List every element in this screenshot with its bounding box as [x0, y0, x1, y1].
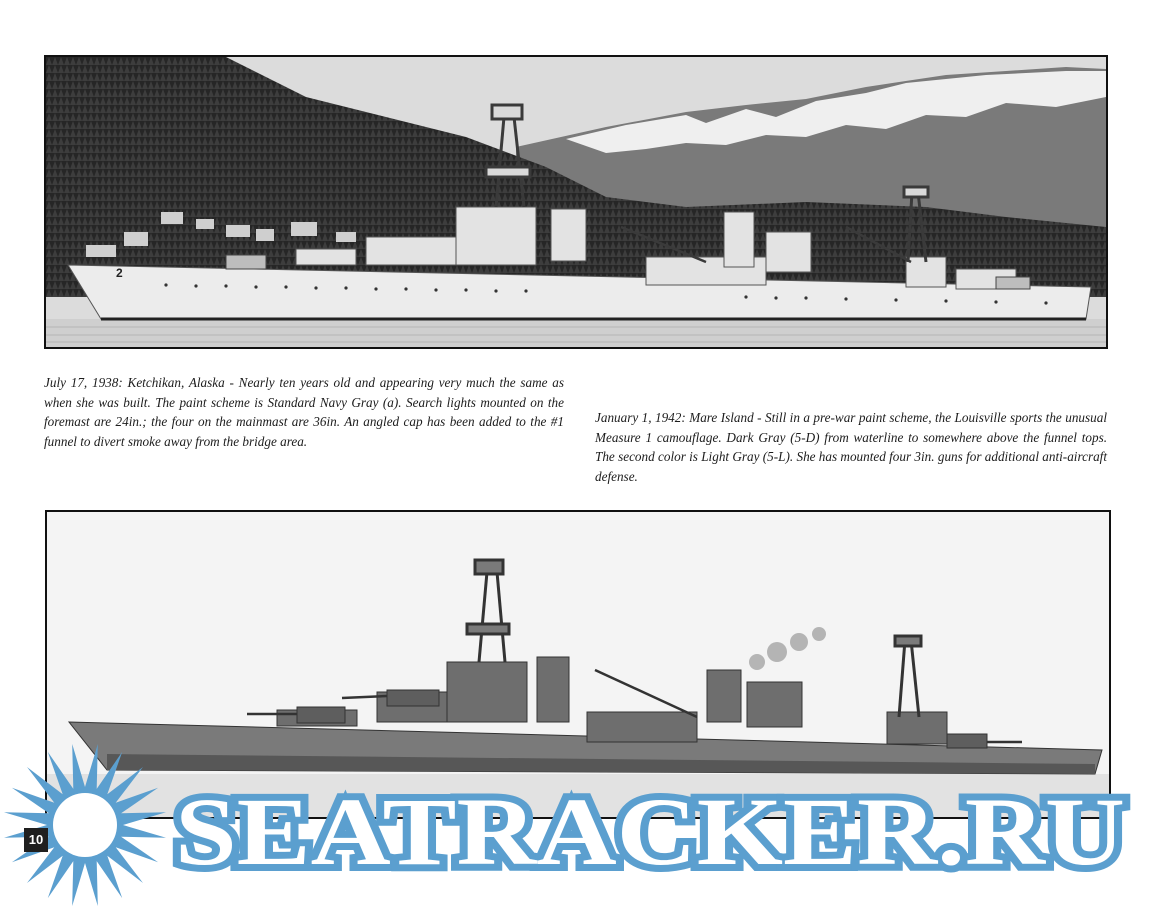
watermark-graphic	[0, 740, 1149, 910]
water	[46, 319, 1106, 347]
photo-ketchikan-1938	[44, 55, 1108, 349]
ship-photo-top	[46, 57, 1106, 347]
sunburst-center	[53, 793, 117, 857]
hull-number: 2	[116, 266, 123, 280]
sunburst-icon	[4, 744, 166, 906]
watermark-text: SEATRACKER.RU	[175, 778, 1125, 885]
page-number: 10	[24, 828, 48, 852]
caption-ketchikan: July 17, 1938: Ketchikan, Alaska - Nearly ten years old and appearing very much the same as when she was built. The paint scheme is Standard Navy Gray (a). Search lights mounted on the foremast are 24in.; the four on the mainmast are 36in. An angled cap has been added to the #1 funnel to divert smoke away from the bridge area.	[44, 375, 564, 449]
watermark	[0, 740, 1149, 910]
caption-mare-island: January 1, 1942: Mare Island - Still in a pre-war paint scheme, the Louisville sports the unusual Measure 1 camouflage. Dark Gray (5-D) from waterline to somewhere above the funnel tops. The second color is Light Gray (5-L). She has mounted four 3in. guns for additional anti-aircraft defense.	[595, 410, 1107, 484]
